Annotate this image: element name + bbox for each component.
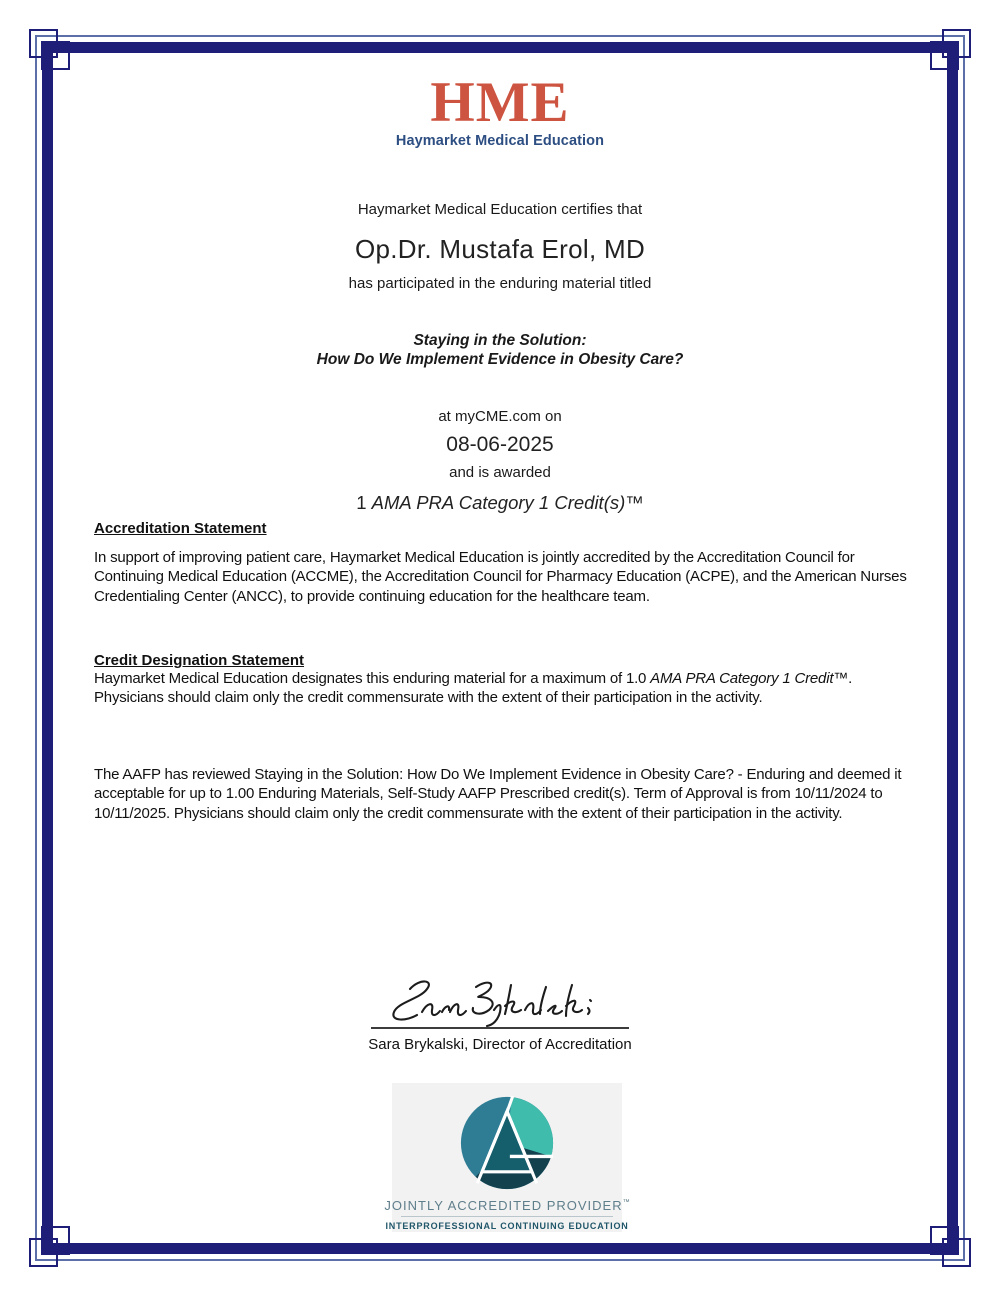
activity-title-line2: How Do We Implement Evidence in Obesity Care? bbox=[316, 351, 684, 368]
accreditation-statement-body: In support of improving patient care, Haymarket Medical Education is jointly accredited by the Accreditation Council for Continuing Medical Education (ACCME), the Accreditation Council for Pharmacy Education (ACPE), and the American Nurses Credentialing Center (ANCC), to provide continuing education for the healthcare team. bbox=[94, 549, 907, 605]
completion-date: 08-06-2025 bbox=[446, 433, 554, 456]
credit-designation-section bbox=[94, 652, 916, 708]
aafp-statement-body: The AAFP has reviewed Staying in the Solution: How Do We Implement Evidence in Obesity Care? - Enduring and deemed it acceptable for up to 1.00 Enduring Materials, Self-Study AAFP Prescribed credit(s). Term of Approval is from 10/11/2024 to 10/11/2025. Physicians should claim only the credit commensurate with the extent of their participation in the activity. bbox=[94, 766, 902, 822]
ja-provider-text: JOINTLY ACCREDITED PROVIDER bbox=[384, 1198, 623, 1213]
credit-awarded-line: 1 AMA PRA Category 1 Credit(s)™ bbox=[356, 492, 644, 513]
jointly-accredited-logo bbox=[459, 1095, 555, 1191]
hme-logo-text: HME bbox=[430, 71, 570, 134]
platform-line: at myCME.com on bbox=[438, 408, 562, 425]
border-corner-square bbox=[930, 41, 959, 70]
border-corner-square bbox=[930, 1226, 959, 1255]
jointly-accredited-provider-block bbox=[384, 1083, 630, 1232]
certifies-line: Haymarket Medical Education certifies that bbox=[357, 201, 643, 218]
signer-name-title: Sara Brykalski, Director of Accreditation bbox=[368, 1036, 632, 1053]
ja-subtitle: INTERPROFESSIONAL CONTINUING EDUCATION bbox=[385, 1221, 629, 1231]
participation-line: has participated in the enduring material titled bbox=[348, 275, 652, 292]
ja-provider-label bbox=[384, 1198, 629, 1213]
border-thick-band bbox=[42, 42, 958, 1254]
awarded-line: and is awarded bbox=[449, 464, 551, 481]
activity-title bbox=[0, 331, 1000, 369]
accreditation-statement-heading: Accreditation Statement bbox=[94, 520, 267, 537]
signature-line bbox=[371, 1027, 629, 1029]
hme-logo bbox=[0, 71, 1000, 150]
credit-designation-heading: Credit Designation Statement bbox=[94, 652, 305, 669]
recipient-name: Op.Dr. Mustafa Erol, MD bbox=[354, 234, 646, 264]
ja-divider-line bbox=[401, 1216, 613, 1217]
activity-title-line1: Staying in the Solution: bbox=[413, 332, 587, 349]
ja-trademark: ™ bbox=[622, 1199, 630, 1206]
border-corner-square bbox=[41, 41, 70, 70]
hme-logo-tagline: Haymarket Medical Education bbox=[395, 133, 605, 150]
credit-designation-body: Haymarket Medical Education designates this enduring material for a maximum of 1.0 AMA PRA Category 1 Credit™. Physicians should claim only the credit commensurate with the extent of their participation in the activity. bbox=[94, 670, 853, 707]
signature-section bbox=[0, 975, 1000, 1053]
border-corner-square bbox=[41, 1226, 70, 1255]
signature-image bbox=[380, 975, 620, 1027]
